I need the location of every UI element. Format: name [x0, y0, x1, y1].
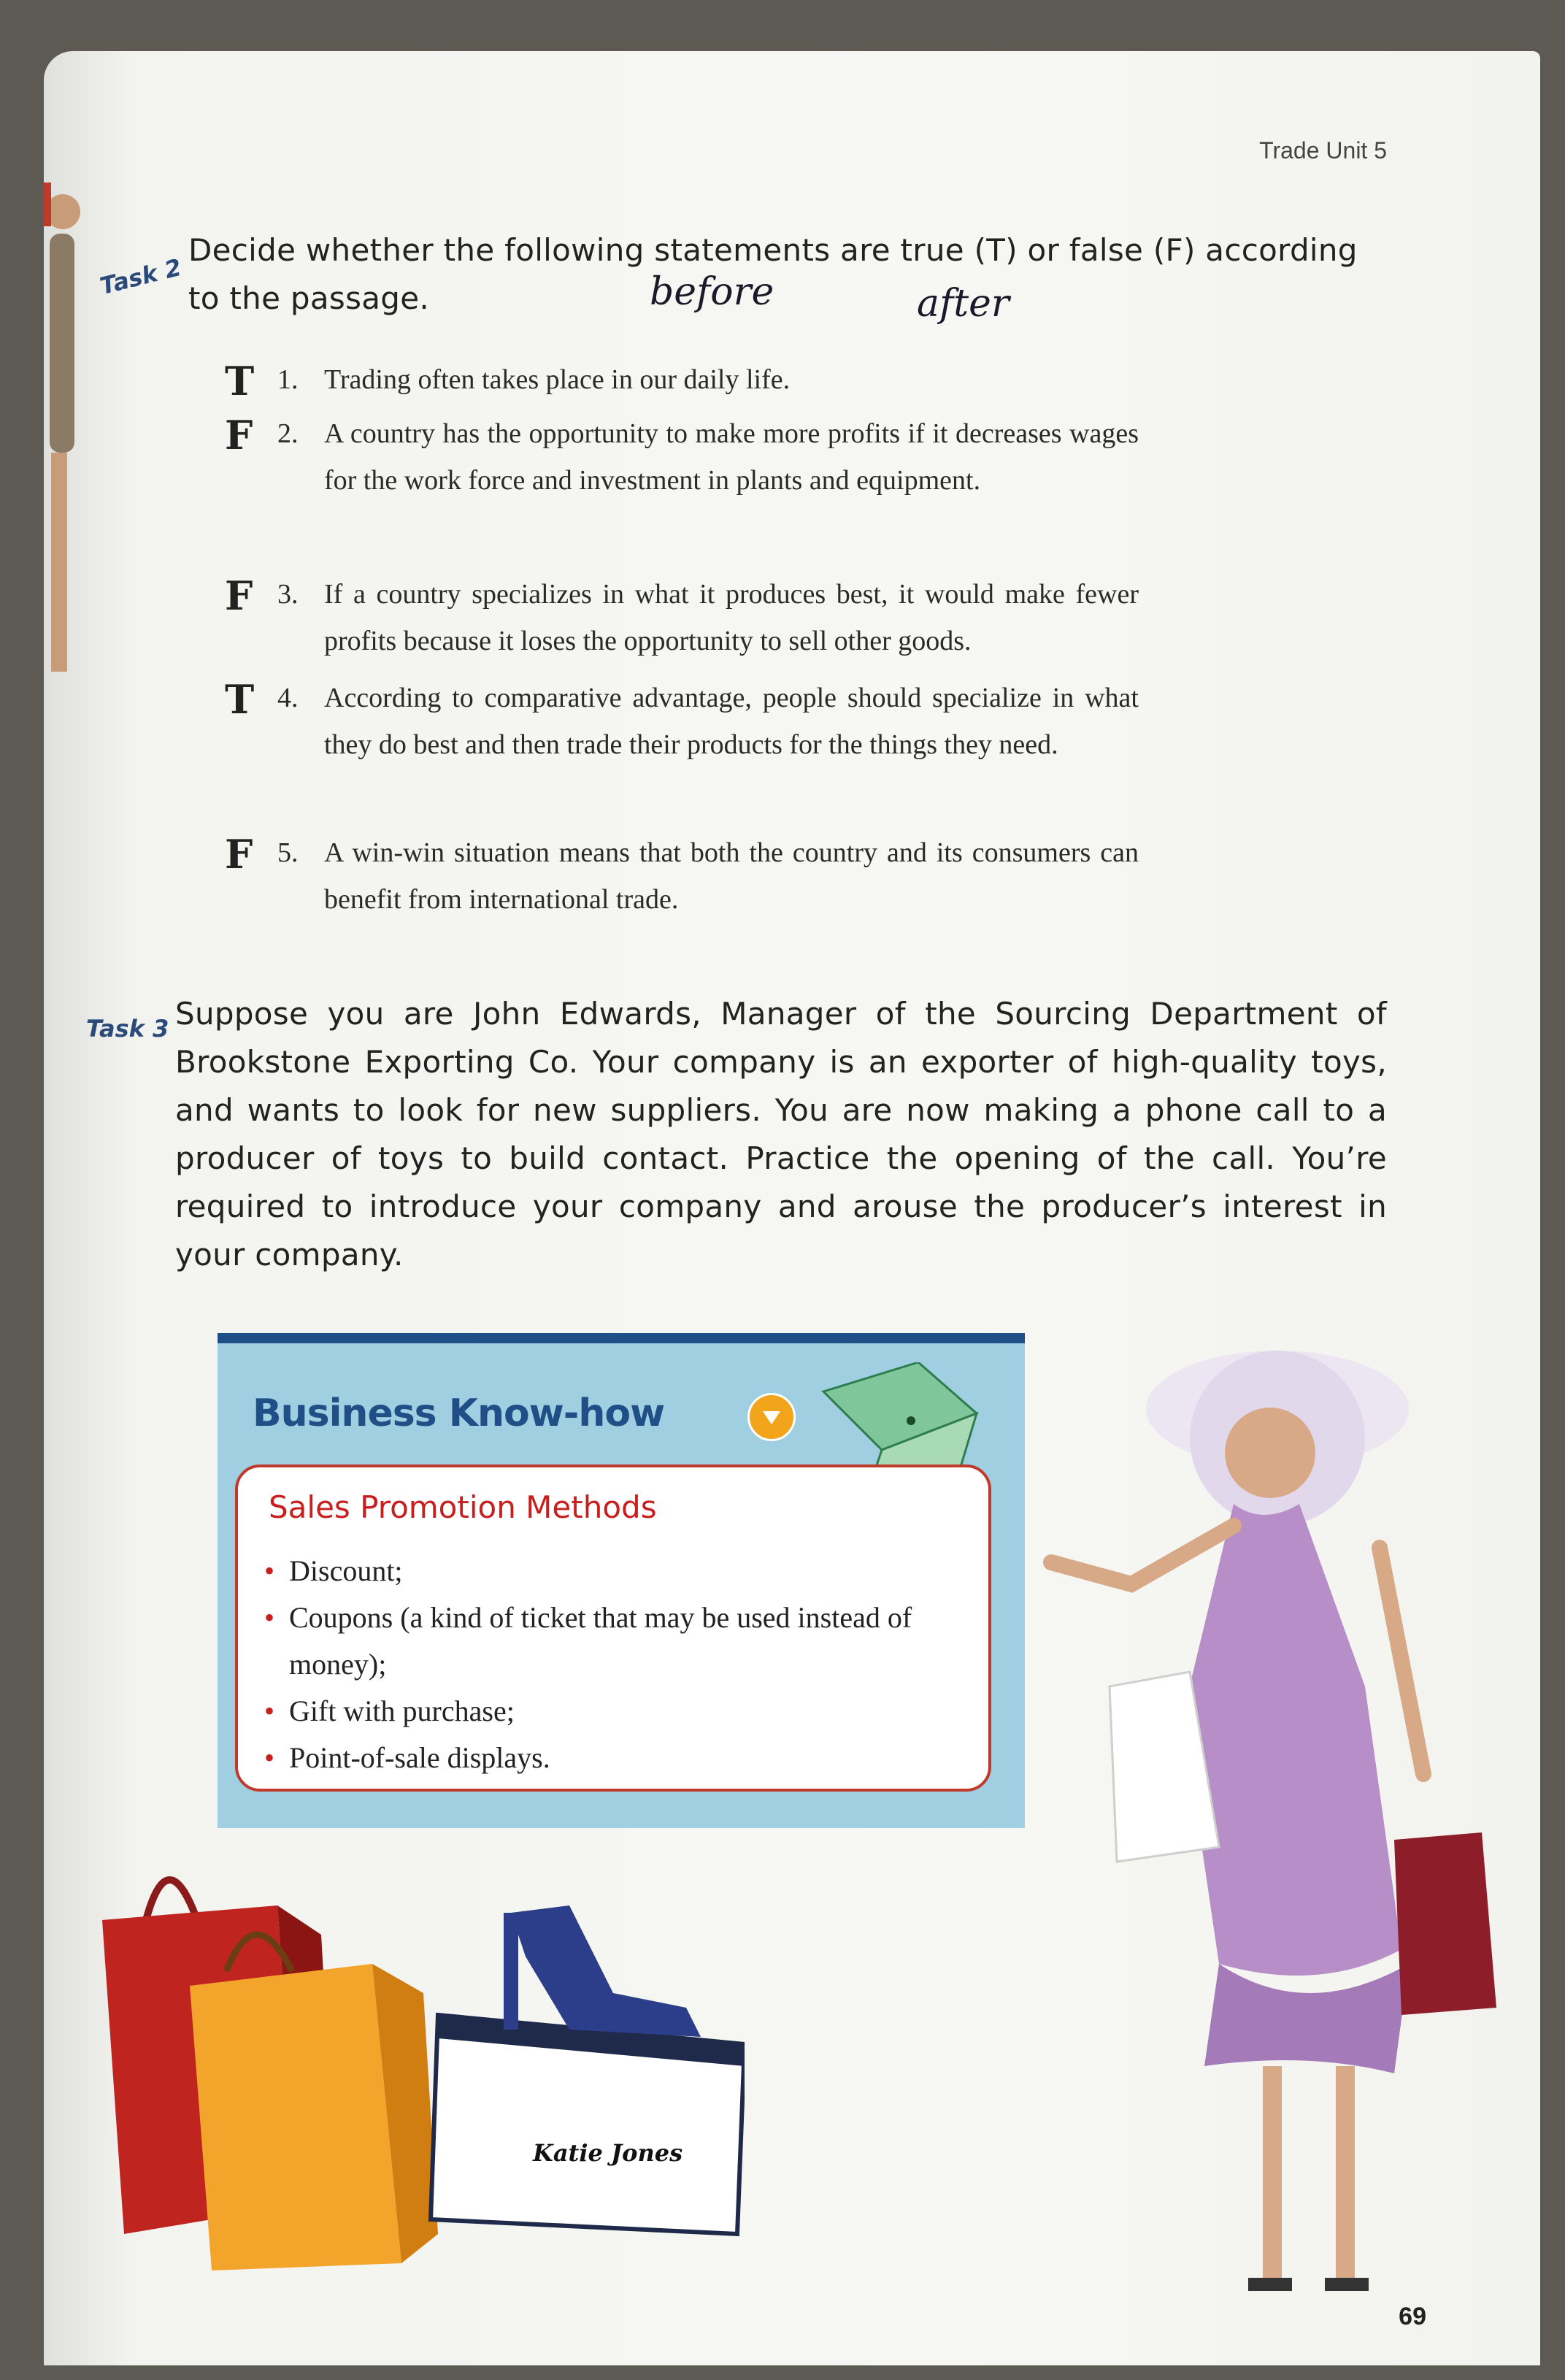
handwritten-note-before: before — [650, 270, 774, 314]
task3-label: Task 3 — [86, 1015, 169, 1043]
answer-mark-4: T — [225, 676, 255, 723]
triangle-down-icon — [747, 1393, 796, 1441]
running-head: Trade Unit 5 — [1259, 137, 1387, 164]
answer-mark-5: F — [225, 831, 253, 878]
woman-with-bags-illustration — [956, 1307, 1511, 2329]
task2-label: Task 2 — [97, 253, 185, 301]
page-number: 69 — [1399, 2303, 1426, 2330]
statement-number: 5. — [277, 837, 299, 868]
name-card-text: Katie Jones — [533, 2139, 683, 2167]
statement-text: Trading often takes place in our daily life. — [324, 364, 791, 395]
list-item: • Coupons (a kind of ticket that may be used instead of money); — [264, 1594, 950, 1688]
statement-2 — [277, 410, 1139, 504]
statement-number: 1. — [277, 364, 299, 395]
list-item: • Point-of-sale displays. — [264, 1735, 950, 1781]
task3-instruction: Suppose you are John Edwards, Manager of the Sourcing Department of Brookstone Exporting Co. Your company is an exporter of high-quality toys, and wants to look for new suppliers. You are now making a phone call to a producer of toys to build contact. Practice the opening of the call. You’re required to introduce your company and arouse the producer’s interest in your company. — [175, 996, 1387, 1272]
statement-text: A win-win situation means that both the country and its consumers can benefit from international trade. — [324, 837, 1139, 915]
list-item: • Discount; — [264, 1548, 950, 1594]
statement-number: 4. — [277, 683, 299, 713]
panel-card — [235, 1465, 991, 1792]
gutter-figure-illustration — [44, 153, 88, 708]
statement-number: 3. — [277, 579, 299, 610]
statement-3 — [277, 571, 1139, 664]
panel-title: Business Know-how — [253, 1391, 665, 1435]
business-knowhow-panel — [218, 1333, 1025, 1818]
statement-4 — [277, 675, 1139, 768]
answer-mark-1: T — [225, 358, 255, 404]
statement-5 — [277, 829, 1139, 923]
statement-text: A country has the opportunity to make more profits if it decreases wages for the work force and investment in plants and equipment. — [324, 418, 1139, 496]
answer-mark-3: F — [225, 572, 253, 619]
list-item: • Gift with purchase; — [264, 1688, 950, 1735]
handwritten-note-after: after — [917, 282, 1010, 326]
task2-instruction: Decide whether the following statements are true (T) or false (F) according to the passage. — [188, 232, 1358, 316]
statement-text: According to comparative advantage, people should specialize in what they do best and then trade their products for the things they need. — [324, 683, 1139, 760]
answer-mark-2: F — [225, 412, 253, 458]
promotion-list — [264, 1548, 950, 1781]
statement-number: 2. — [277, 418, 299, 449]
panel-subtitle: Sales Promotion Methods — [269, 1489, 657, 1525]
shopping-illustration — [58, 1825, 745, 2292]
statement-1 — [277, 356, 1139, 403]
statement-text: If a country specializes in what it produces best, it would make fewer profits because it loses the opportunity to sell other goods. — [324, 579, 1139, 656]
textbook-page — [44, 51, 1540, 2365]
